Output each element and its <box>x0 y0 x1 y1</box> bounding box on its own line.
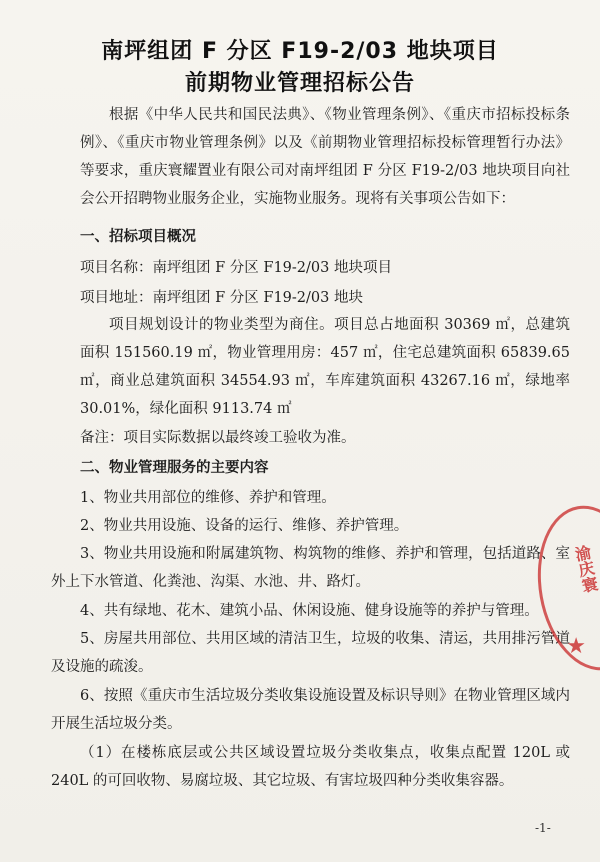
list-item: 6、按照《重庆市生活垃圾分类收集设施设置及标识导则》在物业管理区域内开展生活垃圾分类。 <box>51 688 570 732</box>
list-item: （1）在楼栋底层或公共区域设置垃圾分类收集点，收集点配置 120L 或 240L 的可回收物、易腐垃圾、其它垃圾、有害垃圾四种分类收集容器。 <box>51 745 570 789</box>
list-item: 2、物业共用设施、设备的运行、维修、养护管理。 <box>80 518 409 534</box>
list-item: 4、共有绿地、花木、建筑小品、休闲设施、健身设施等的养护与管理。 <box>80 603 539 619</box>
project-description: 项目规划设计的物业类型为商住。项目总占地面积 30369 ㎡，总建筑面积 151560.19 ㎡，物业管理用房：457 ㎡，住宅总建筑面积 65839.65 ㎡，商业总建筑面积 34554.93 ㎡，车库建筑面积 43267.16 ㎡，绿地率 30.01%，绿化面积 9113.74 ㎡ <box>80 317 570 417</box>
page-number: -1- <box>535 821 551 835</box>
list-item: 3、物业共用设施和附属建筑物、构筑物的维修、养护和管理，包括道路、室外上下水管道、化粪池、沟渠、水池、井、路灯。 <box>51 546 570 590</box>
seal-text: 渝庆寰 <box>571 543 600 595</box>
title-line-1: 南坪组团 F 分区 F19-2/03 地块项目 <box>101 39 499 64</box>
section-1-heading: 一、招标项目概况 <box>80 229 196 245</box>
section-2-heading: 二、物业管理服务的主要内容 <box>80 460 269 476</box>
title-line-2: 前期物业管理招标公告 <box>184 71 415 96</box>
note: 备注：项目实际数据以最终竣工验收为准。 <box>80 430 356 446</box>
seal-star-icon: ★ <box>566 634 586 659</box>
project-name: 项目名称：南坪组团 F 分区 F19-2/03 地块项目 <box>80 260 392 276</box>
list-item: 1、物业共用部位的维修、养护和管理。 <box>80 490 336 506</box>
list-item: 5、房屋共用部位、共用区域的清洁卫生，垃圾的收集、清运，共用排污管道及设施的疏浚。 <box>51 631 570 675</box>
intro-paragraph: 根据《中华人民共和国民法典》、《物业管理条例》、《重庆市招标投标条例》、《重庆市物业管理条例》以及《前期物业管理招标投标管理暂行办法》等要求，重庆寰耀置业有限公司对南坪组团 F 分区 F19-2/03 地块项目向社会公开招聘物业服务企业，实施物业服务。现将有关事项公告如下： <box>80 107 570 207</box>
project-address: 项目地址：南坪组团 F 分区 F19-2/03 地块 <box>80 290 363 306</box>
